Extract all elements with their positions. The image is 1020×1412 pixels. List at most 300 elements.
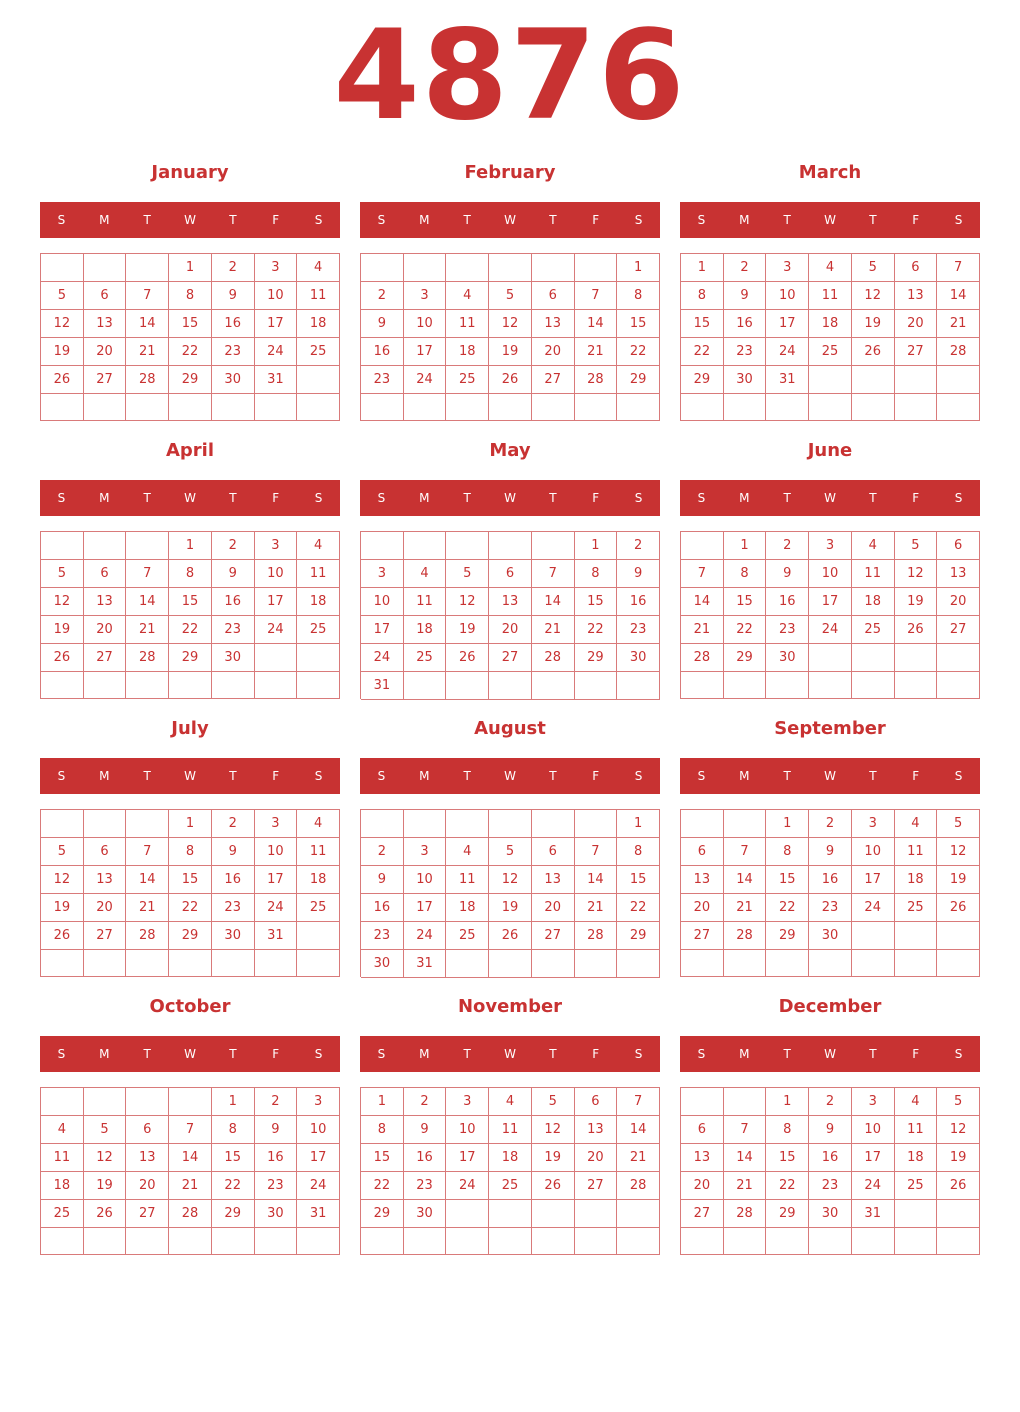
day-cell: 1 bbox=[361, 1088, 404, 1116]
empty-day-cell bbox=[446, 672, 489, 700]
weekday-label: W bbox=[824, 1047, 836, 1061]
weekday-label: T bbox=[463, 769, 471, 783]
day-grid bbox=[680, 253, 980, 421]
day-cell: 9 bbox=[255, 1116, 298, 1144]
day-cell: 30 bbox=[617, 644, 660, 672]
weekday-header bbox=[360, 480, 660, 516]
day-cell: 11 bbox=[489, 1116, 532, 1144]
day-cell: 4 bbox=[297, 254, 340, 282]
empty-day-cell bbox=[489, 394, 532, 421]
weekday-label: S bbox=[697, 1047, 706, 1061]
empty-day-cell bbox=[895, 922, 938, 950]
weekday-label: F bbox=[912, 769, 920, 783]
empty-day-cell bbox=[809, 644, 852, 672]
empty-day-cell bbox=[766, 672, 809, 699]
empty-day-cell bbox=[681, 1228, 724, 1255]
day-cell: 12 bbox=[446, 588, 489, 616]
weekday-header bbox=[360, 202, 660, 238]
weekday-label: M bbox=[739, 491, 750, 505]
empty-day-cell bbox=[84, 672, 127, 699]
empty-day-cell bbox=[212, 394, 255, 421]
empty-day-cell bbox=[404, 254, 447, 282]
day-cell: 26 bbox=[41, 644, 84, 672]
empty-day-cell bbox=[297, 672, 340, 699]
weekday-label: T bbox=[463, 213, 471, 227]
day-cell: 11 bbox=[446, 310, 489, 338]
empty-day-cell bbox=[489, 1200, 532, 1228]
day-cell: 5 bbox=[852, 254, 895, 282]
weekday-label: W bbox=[824, 769, 836, 783]
day-cell: 20 bbox=[84, 616, 127, 644]
day-grid bbox=[360, 253, 660, 421]
day-cell: 14 bbox=[532, 588, 575, 616]
empty-day-cell bbox=[255, 1228, 298, 1255]
empty-day-cell bbox=[489, 1228, 532, 1255]
empty-day-cell bbox=[681, 1088, 724, 1116]
weekday-label: F bbox=[592, 213, 600, 227]
day-cell: 2 bbox=[617, 532, 660, 560]
day-cell: 1 bbox=[617, 810, 660, 838]
day-cell: 17 bbox=[255, 866, 298, 894]
day-cell: 9 bbox=[809, 1116, 852, 1144]
empty-day-cell bbox=[126, 1088, 169, 1116]
empty-day-cell bbox=[532, 532, 575, 560]
weekday-label: T bbox=[463, 491, 471, 505]
day-cell: 4 bbox=[809, 254, 852, 282]
empty-day-cell bbox=[852, 950, 895, 977]
day-cell: 7 bbox=[532, 560, 575, 588]
day-cell: 20 bbox=[681, 894, 724, 922]
empty-day-cell bbox=[41, 254, 84, 282]
empty-day-cell bbox=[681, 672, 724, 699]
day-cell: 10 bbox=[361, 588, 404, 616]
month-name: December bbox=[778, 996, 882, 1017]
day-cell: 5 bbox=[489, 838, 532, 866]
month-name: August bbox=[474, 718, 546, 739]
empty-day-cell bbox=[724, 810, 767, 838]
day-cell: 28 bbox=[169, 1200, 212, 1228]
day-cell: 8 bbox=[724, 560, 767, 588]
empty-day-cell bbox=[724, 1088, 767, 1116]
weekday-label: F bbox=[272, 1047, 280, 1061]
day-cell: 29 bbox=[575, 644, 618, 672]
day-cell: 25 bbox=[41, 1200, 84, 1228]
weekday-label: M bbox=[419, 1047, 430, 1061]
weekday-label: S bbox=[57, 491, 66, 505]
day-cell: 7 bbox=[126, 282, 169, 310]
day-cell: 9 bbox=[212, 560, 255, 588]
day-cell: 9 bbox=[617, 560, 660, 588]
day-cell: 4 bbox=[489, 1088, 532, 1116]
day-cell: 11 bbox=[297, 282, 340, 310]
day-cell: 14 bbox=[575, 866, 618, 894]
day-cell: 1 bbox=[212, 1088, 255, 1116]
weekday-label: S bbox=[377, 491, 386, 505]
day-cell: 28 bbox=[724, 922, 767, 950]
day-cell: 8 bbox=[575, 560, 618, 588]
day-cell: 18 bbox=[895, 866, 938, 894]
day-cell: 8 bbox=[169, 838, 212, 866]
empty-day-cell bbox=[532, 810, 575, 838]
day-cell: 18 bbox=[297, 866, 340, 894]
weekday-label: S bbox=[634, 491, 643, 505]
day-cell: 6 bbox=[575, 1088, 618, 1116]
weekday-header bbox=[40, 480, 340, 516]
day-cell: 15 bbox=[766, 1144, 809, 1172]
day-cell: 11 bbox=[41, 1144, 84, 1172]
day-cell: 21 bbox=[169, 1172, 212, 1200]
day-cell: 17 bbox=[852, 866, 895, 894]
day-cell: 24 bbox=[255, 338, 298, 366]
day-cell: 27 bbox=[895, 338, 938, 366]
day-cell: 28 bbox=[126, 922, 169, 950]
day-cell: 30 bbox=[255, 1200, 298, 1228]
day-cell: 22 bbox=[212, 1172, 255, 1200]
empty-day-cell bbox=[169, 672, 212, 699]
weekday-label: F bbox=[272, 769, 280, 783]
day-cell: 3 bbox=[255, 810, 298, 838]
day-cell: 18 bbox=[809, 310, 852, 338]
day-cell: 13 bbox=[681, 866, 724, 894]
day-cell: 2 bbox=[212, 254, 255, 282]
weekday-label: F bbox=[912, 1047, 920, 1061]
day-cell: 5 bbox=[895, 532, 938, 560]
day-cell: 30 bbox=[724, 366, 767, 394]
empty-day-cell bbox=[532, 1228, 575, 1255]
empty-day-cell bbox=[169, 950, 212, 977]
day-cell: 1 bbox=[169, 532, 212, 560]
day-cell: 17 bbox=[404, 338, 447, 366]
day-cell: 20 bbox=[681, 1172, 724, 1200]
empty-day-cell bbox=[575, 254, 618, 282]
day-cell: 27 bbox=[681, 922, 724, 950]
empty-day-cell bbox=[297, 1228, 340, 1255]
empty-day-cell bbox=[766, 950, 809, 977]
day-cell: 18 bbox=[404, 616, 447, 644]
day-cell: 10 bbox=[255, 560, 298, 588]
day-cell: 23 bbox=[361, 922, 404, 950]
day-cell: 27 bbox=[489, 644, 532, 672]
day-cell: 30 bbox=[809, 922, 852, 950]
weekday-label: F bbox=[272, 491, 280, 505]
day-cell: 4 bbox=[852, 532, 895, 560]
weekday-label: M bbox=[99, 491, 110, 505]
weekday-label: T bbox=[229, 769, 237, 783]
day-cell: 5 bbox=[84, 1116, 127, 1144]
day-cell: 3 bbox=[361, 560, 404, 588]
day-cell: 12 bbox=[41, 310, 84, 338]
empty-day-cell bbox=[361, 1228, 404, 1255]
weekday-label: S bbox=[697, 491, 706, 505]
empty-day-cell bbox=[575, 810, 618, 838]
weekday-label: T bbox=[463, 1047, 471, 1061]
day-cell: 29 bbox=[681, 366, 724, 394]
day-cell: 27 bbox=[532, 366, 575, 394]
day-cell: 27 bbox=[681, 1200, 724, 1228]
day-cell: 17 bbox=[446, 1144, 489, 1172]
day-cell: 25 bbox=[446, 366, 489, 394]
day-cell: 4 bbox=[446, 282, 489, 310]
day-cell: 11 bbox=[297, 838, 340, 866]
empty-day-cell bbox=[937, 1200, 980, 1228]
weekday-label: T bbox=[549, 769, 557, 783]
day-cell: 30 bbox=[766, 644, 809, 672]
day-cell: 3 bbox=[852, 810, 895, 838]
day-cell: 15 bbox=[169, 310, 212, 338]
empty-day-cell bbox=[169, 1088, 212, 1116]
day-cell: 31 bbox=[766, 366, 809, 394]
day-cell: 14 bbox=[724, 1144, 767, 1172]
day-cell: 17 bbox=[255, 310, 298, 338]
weekday-label: S bbox=[377, 213, 386, 227]
empty-day-cell bbox=[617, 950, 660, 978]
weekday-label: S bbox=[634, 769, 643, 783]
empty-day-cell bbox=[766, 394, 809, 421]
day-cell: 27 bbox=[575, 1172, 618, 1200]
weekday-label: T bbox=[869, 1047, 877, 1061]
day-cell: 6 bbox=[937, 532, 980, 560]
weekday-label: W bbox=[824, 491, 836, 505]
day-cell: 21 bbox=[126, 894, 169, 922]
empty-day-cell bbox=[937, 644, 980, 672]
empty-day-cell bbox=[809, 366, 852, 394]
empty-day-cell bbox=[84, 1088, 127, 1116]
day-cell: 9 bbox=[361, 866, 404, 894]
day-cell: 19 bbox=[895, 588, 938, 616]
empty-day-cell bbox=[84, 810, 127, 838]
day-cell: 28 bbox=[937, 338, 980, 366]
empty-day-cell bbox=[852, 644, 895, 672]
day-cell: 7 bbox=[937, 254, 980, 282]
weekday-label: W bbox=[504, 1047, 516, 1061]
day-cell: 1 bbox=[575, 532, 618, 560]
day-cell: 5 bbox=[532, 1088, 575, 1116]
weekday-label: F bbox=[272, 213, 280, 227]
day-cell: 19 bbox=[84, 1172, 127, 1200]
day-cell: 13 bbox=[575, 1116, 618, 1144]
day-cell: 14 bbox=[126, 588, 169, 616]
day-cell: 12 bbox=[41, 866, 84, 894]
day-cell: 21 bbox=[937, 310, 980, 338]
empty-day-cell bbox=[724, 950, 767, 977]
day-cell: 24 bbox=[766, 338, 809, 366]
day-cell: 10 bbox=[404, 866, 447, 894]
day-cell: 6 bbox=[126, 1116, 169, 1144]
day-cell: 28 bbox=[126, 366, 169, 394]
empty-day-cell bbox=[404, 532, 447, 560]
day-cell: 12 bbox=[937, 1116, 980, 1144]
day-cell: 27 bbox=[126, 1200, 169, 1228]
day-cell: 22 bbox=[681, 338, 724, 366]
empty-day-cell bbox=[84, 254, 127, 282]
weekday-label: S bbox=[634, 1047, 643, 1061]
weekday-header bbox=[360, 1036, 660, 1072]
empty-day-cell bbox=[852, 672, 895, 699]
day-cell: 3 bbox=[297, 1088, 340, 1116]
day-cell: 31 bbox=[297, 1200, 340, 1228]
day-cell: 23 bbox=[724, 338, 767, 366]
day-cell: 26 bbox=[937, 1172, 980, 1200]
empty-day-cell bbox=[41, 672, 84, 699]
day-cell: 22 bbox=[169, 894, 212, 922]
day-grid bbox=[680, 531, 980, 699]
empty-day-cell bbox=[852, 394, 895, 421]
day-cell: 10 bbox=[852, 1116, 895, 1144]
day-cell: 22 bbox=[766, 894, 809, 922]
day-cell: 23 bbox=[212, 616, 255, 644]
weekday-label: T bbox=[143, 769, 151, 783]
empty-day-cell bbox=[852, 1228, 895, 1255]
day-cell: 21 bbox=[617, 1144, 660, 1172]
day-cell: 5 bbox=[489, 282, 532, 310]
empty-day-cell bbox=[617, 394, 660, 421]
day-cell: 2 bbox=[255, 1088, 298, 1116]
day-cell: 10 bbox=[852, 838, 895, 866]
day-cell: 4 bbox=[297, 810, 340, 838]
day-cell: 20 bbox=[532, 338, 575, 366]
day-cell: 24 bbox=[297, 1172, 340, 1200]
empty-day-cell bbox=[404, 672, 447, 700]
day-cell: 3 bbox=[446, 1088, 489, 1116]
empty-day-cell bbox=[937, 1228, 980, 1255]
empty-day-cell bbox=[532, 254, 575, 282]
day-cell: 16 bbox=[809, 866, 852, 894]
empty-day-cell bbox=[575, 1228, 618, 1255]
empty-day-cell bbox=[126, 810, 169, 838]
day-cell: 22 bbox=[617, 338, 660, 366]
day-cell: 26 bbox=[852, 338, 895, 366]
day-grid bbox=[40, 809, 340, 977]
day-cell: 3 bbox=[766, 254, 809, 282]
day-cell: 1 bbox=[169, 810, 212, 838]
day-cell: 15 bbox=[617, 310, 660, 338]
day-cell: 24 bbox=[255, 894, 298, 922]
empty-day-cell bbox=[446, 254, 489, 282]
day-cell: 5 bbox=[937, 1088, 980, 1116]
day-cell: 4 bbox=[404, 560, 447, 588]
day-cell: 29 bbox=[361, 1200, 404, 1228]
day-grid bbox=[40, 253, 340, 421]
day-cell: 21 bbox=[126, 338, 169, 366]
day-cell: 3 bbox=[404, 838, 447, 866]
empty-day-cell bbox=[532, 394, 575, 421]
empty-day-cell bbox=[446, 1200, 489, 1228]
weekday-label: S bbox=[697, 213, 706, 227]
weekday-label: S bbox=[954, 1047, 963, 1061]
day-cell: 18 bbox=[446, 894, 489, 922]
month-name: September bbox=[774, 718, 886, 739]
weekday-label: S bbox=[377, 769, 386, 783]
day-cell: 15 bbox=[575, 588, 618, 616]
empty-day-cell bbox=[404, 1228, 447, 1255]
empty-day-cell bbox=[724, 672, 767, 699]
weekday-label: M bbox=[99, 213, 110, 227]
day-cell: 11 bbox=[895, 1116, 938, 1144]
day-cell: 8 bbox=[617, 838, 660, 866]
day-cell: 24 bbox=[404, 922, 447, 950]
day-cell: 21 bbox=[575, 338, 618, 366]
day-cell: 26 bbox=[489, 922, 532, 950]
day-grid bbox=[360, 531, 660, 699]
empty-day-cell bbox=[84, 1228, 127, 1255]
day-cell: 7 bbox=[681, 560, 724, 588]
day-cell: 28 bbox=[724, 1200, 767, 1228]
weekday-label: M bbox=[419, 213, 430, 227]
empty-day-cell bbox=[489, 672, 532, 700]
empty-day-cell bbox=[809, 1228, 852, 1255]
empty-day-cell bbox=[446, 1228, 489, 1255]
day-cell: 14 bbox=[937, 282, 980, 310]
day-cell: 29 bbox=[617, 922, 660, 950]
day-cell: 2 bbox=[809, 1088, 852, 1116]
day-cell: 11 bbox=[404, 588, 447, 616]
day-cell: 7 bbox=[575, 838, 618, 866]
empty-day-cell bbox=[361, 810, 404, 838]
day-cell: 22 bbox=[575, 616, 618, 644]
day-cell: 29 bbox=[766, 1200, 809, 1228]
day-cell: 9 bbox=[361, 310, 404, 338]
day-cell: 5 bbox=[41, 282, 84, 310]
day-cell: 16 bbox=[361, 894, 404, 922]
empty-day-cell bbox=[489, 950, 532, 978]
day-cell: 29 bbox=[766, 922, 809, 950]
day-cell: 25 bbox=[404, 644, 447, 672]
empty-day-cell bbox=[41, 1228, 84, 1255]
empty-day-cell bbox=[126, 672, 169, 699]
day-cell: 27 bbox=[84, 644, 127, 672]
month-name: February bbox=[464, 162, 556, 183]
day-cell: 26 bbox=[895, 616, 938, 644]
empty-day-cell bbox=[895, 950, 938, 977]
day-cell: 23 bbox=[255, 1172, 298, 1200]
empty-day-cell bbox=[361, 394, 404, 421]
day-cell: 3 bbox=[809, 532, 852, 560]
empty-day-cell bbox=[41, 394, 84, 421]
day-cell: 27 bbox=[84, 366, 127, 394]
day-cell: 27 bbox=[84, 922, 127, 950]
day-cell: 13 bbox=[84, 588, 127, 616]
empty-day-cell bbox=[84, 532, 127, 560]
day-cell: 27 bbox=[937, 616, 980, 644]
day-cell: 16 bbox=[809, 1144, 852, 1172]
day-cell: 11 bbox=[895, 838, 938, 866]
day-cell: 7 bbox=[169, 1116, 212, 1144]
weekday-label: S bbox=[57, 769, 66, 783]
day-cell: 4 bbox=[41, 1116, 84, 1144]
day-cell: 19 bbox=[41, 616, 84, 644]
weekday-label: T bbox=[549, 213, 557, 227]
weekday-header bbox=[680, 202, 980, 238]
day-cell: 23 bbox=[809, 1172, 852, 1200]
day-cell: 20 bbox=[575, 1144, 618, 1172]
day-cell: 23 bbox=[212, 338, 255, 366]
day-cell: 25 bbox=[446, 922, 489, 950]
year-title: 4876 bbox=[333, 4, 687, 148]
empty-day-cell bbox=[446, 532, 489, 560]
weekday-label: M bbox=[99, 769, 110, 783]
weekday-header bbox=[680, 1036, 980, 1072]
empty-day-cell bbox=[724, 1228, 767, 1255]
day-grid bbox=[40, 531, 340, 699]
day-cell: 19 bbox=[937, 1144, 980, 1172]
weekday-label: S bbox=[314, 1047, 323, 1061]
day-cell: 12 bbox=[84, 1144, 127, 1172]
weekday-label: S bbox=[697, 769, 706, 783]
day-cell: 1 bbox=[724, 532, 767, 560]
empty-day-cell bbox=[575, 1200, 618, 1228]
day-cell: 6 bbox=[532, 838, 575, 866]
day-cell: 11 bbox=[809, 282, 852, 310]
